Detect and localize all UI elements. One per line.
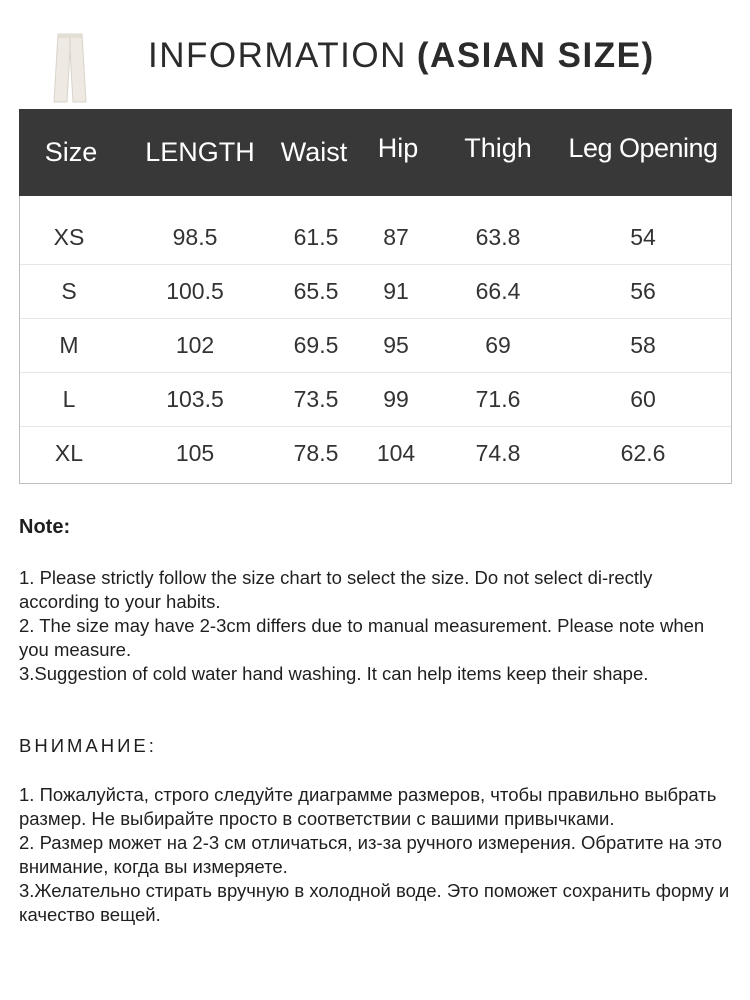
title-bold: (ASIAN SIZE) [416,36,655,75]
russian-note-heading: ВНИМАНИЕ: [19,735,157,756]
header-length: LENGTH [145,137,255,167]
note-list [19,566,719,686]
header-waist: Waist [280,137,348,167]
title-light: INFORMATION [148,36,407,75]
table-row [20,372,731,426]
cell-hip: 99 [383,386,409,412]
cell-waist: 61.5 [293,224,339,250]
cell-leg-opening: 58 [630,332,656,358]
cell-hip: 87 [383,224,409,250]
table-header-row [19,109,732,196]
header-hip: Hip [377,133,419,163]
note-item: 3.Suggestion of cold water hand washing. It can help items keep their shape. [19,663,649,684]
cell-hip: 91 [383,278,409,304]
cell-thigh: 69 [485,332,511,358]
table-row [20,264,731,318]
cell-length: 103.5 [166,386,224,412]
cell-hip: 95 [383,332,409,358]
cell-thigh: 63.8 [475,224,521,250]
table-row [20,210,731,264]
note-heading: Note: [19,516,71,538]
cell-leg-opening: 56 [630,278,656,304]
russian-note-item: 2. Размер может на 2-3 см отличаться, из-за ручного измерения. Обратите на это внимание, когда вы измеряете. [19,832,722,877]
note-item: 2. The size may have 2-3cm differs due to manual measurement. Please note when you measure. [19,615,705,660]
cell-length: 102 [175,332,215,358]
cell-thigh: 66.4 [475,278,521,304]
cell-size: XS [53,224,85,250]
russian-note-list [19,783,734,927]
cell-leg-opening: 60 [630,386,656,412]
russian-note-item: 3.Желательно стирать вручную в холодной воде. Это поможет сохранить форму и качество вещей. [19,880,730,925]
cell-waist: 73.5 [293,386,339,412]
header-leg-opening: Leg Opening [568,133,718,163]
page-title [148,36,655,76]
header-size: Size [44,137,98,167]
cell-size: XL [54,440,84,466]
pants-icon [50,32,90,104]
cell-size: S [61,278,77,304]
cell-size: M [59,332,79,358]
header-thigh: Thigh [464,133,532,163]
russian-note-item: 1. Пожалуйста, строго следуйте диаграмме размеров, чтобы правильно выбрать размер. Не выбирайте просто в соответствии с вашими привычками. [19,784,717,829]
cell-length: 98.5 [172,224,218,250]
cell-leg-opening: 54 [630,224,656,250]
page-header [0,0,750,108]
cell-length: 105 [175,440,215,466]
cell-thigh: 71.6 [475,386,521,412]
cell-hip: 104 [376,440,416,466]
size-chart-table [19,109,732,484]
cell-size: L [62,386,76,412]
cell-leg-opening: 62.6 [620,440,666,466]
cell-waist: 65.5 [293,278,339,304]
cell-waist: 69.5 [293,332,339,358]
cell-thigh: 74.8 [475,440,521,466]
note-item: 1. Please strictly follow the size chart to select the size. Do not select di-rectly according to your habits. [19,567,653,612]
cell-length: 100.5 [166,278,224,304]
table-body [19,196,732,484]
table-row [20,426,731,480]
table-row [20,318,731,372]
cell-waist: 78.5 [293,440,339,466]
